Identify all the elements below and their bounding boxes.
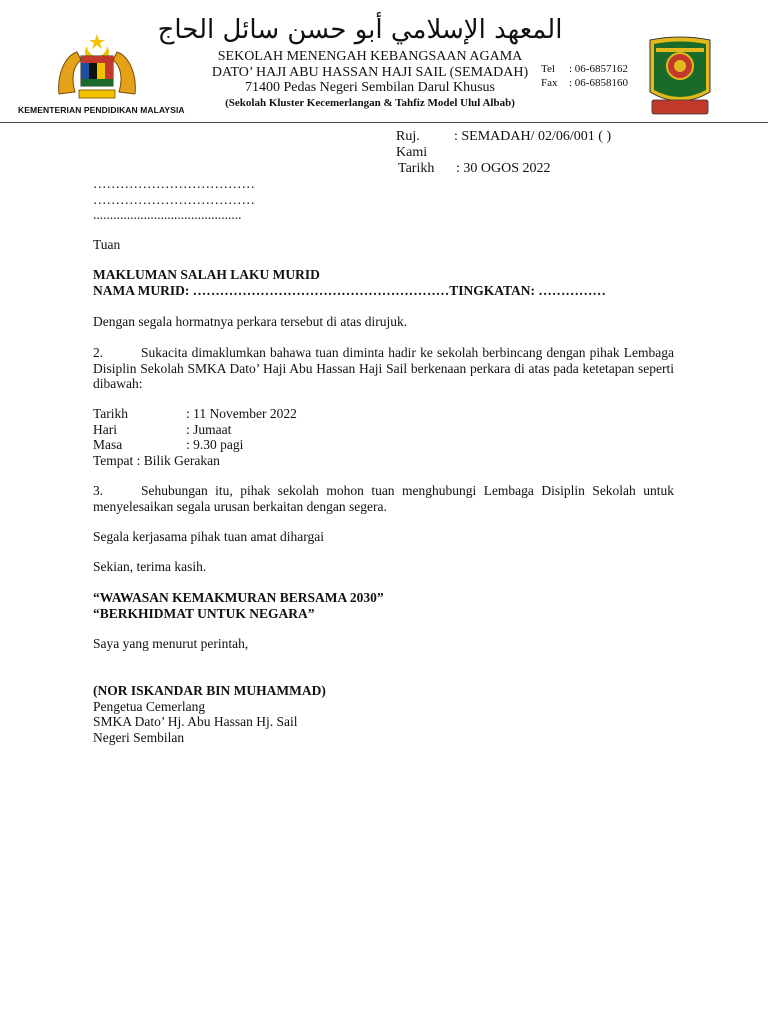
meeting-masa-value: : 9.30 pagi xyxy=(186,437,244,452)
school-subtitle: (Sekolah Kluster Kecemerlangan & Tahfiz Model Ulul Albab) xyxy=(225,96,515,109)
arabic-title-text: المعهد الإسلامي أبو حسن سائل الحاج xyxy=(157,15,563,45)
paragraph-3-number: 3. xyxy=(93,483,104,498)
slogans xyxy=(93,590,384,621)
arabic-calligraphy-title xyxy=(157,4,563,50)
tarikh-value: : 30 OGOS 2022 xyxy=(456,161,551,176)
paragraph-3 xyxy=(93,483,674,514)
paragraph-5: Sekian, terima kasih. xyxy=(93,559,207,574)
letterhead-divider xyxy=(0,122,768,123)
meeting-tarikh-value: : 11 November 2022 xyxy=(186,406,297,421)
closing-phrase: Saya yang menurut perintah, xyxy=(93,636,249,651)
school-letterhead xyxy=(190,49,550,111)
tel-label: Tel xyxy=(541,63,555,75)
meeting-details xyxy=(93,406,297,468)
signature-block xyxy=(93,683,326,745)
school-address: 71400 Pedas Negeri Sembilan Darul Khusus xyxy=(244,80,496,95)
ruj-label: Ruj. Kami xyxy=(396,129,428,160)
school-name-line1: SEKOLAH MENENGAH KEBANGSAAN AGAMA xyxy=(217,49,523,64)
paragraph-1: Dengan segala hormatnya perkara tersebut di atas dirujuk. xyxy=(93,314,408,329)
recipient-line1: ……………………………… xyxy=(93,176,255,191)
paragraph-2 xyxy=(93,345,674,392)
signatory-state: Negeri Sembilan xyxy=(93,729,185,745)
meeting-masa-label: Masa xyxy=(93,437,123,452)
meeting-hari-value: : Jumaat xyxy=(186,421,232,437)
recipient-line3: ............................................ xyxy=(93,207,242,222)
school-name-line2: DATO’ HAJI ABU HASSAN HAJI SAIL (SEMADAH) xyxy=(211,64,529,80)
ministry-caption: KEMENTERIAN PENDIDIKAN MALAYSIA xyxy=(18,105,185,115)
paragraph-4: Segala kerjasama pihak tuan amat dihargai xyxy=(93,529,325,544)
reference-block xyxy=(396,129,611,177)
ruj-value: : SEMADAH/ 02/06/001 ( ) xyxy=(454,129,612,144)
signatory-school: SMKA Dato’ Hj. Abu Hassan Hj. Sail xyxy=(93,714,298,729)
contact-info xyxy=(541,62,628,90)
paragraph-3-text: Sehubungan itu, pihak sekolah mohon tuan menghubungi Lembaga Disiplin Sekolah untuk menyelesaikan segala urusan berkaitan dengan segera. xyxy=(93,483,674,514)
signatory-name: (NOR ISKANDAR BIN MUHAMMAD) xyxy=(93,683,326,698)
meeting-hari-label: Hari xyxy=(93,421,117,437)
slogan-line1: “WAWASAN KEMAKMURAN BERSAMA 2030” xyxy=(93,590,384,605)
meeting-tarikh-label: Tarikh xyxy=(93,406,129,421)
salutation: Tuan xyxy=(93,237,121,252)
paragraph-2-text: Sukacita dimaklumkan bahawa tuan diminta hadir ke sekolah berbincang dengan pihak Lembaga Disiplin Sekolah SMKA Dato’ Haji Abu Hassan Haji Sail berkenaan perkara di atas pada ketetapan seperti dibawah: xyxy=(93,345,674,391)
fax-value: : 06-6858160 xyxy=(569,77,628,89)
school-crest-icon xyxy=(648,36,712,118)
subject-block xyxy=(93,267,606,298)
recipient-line2: ……………………………… xyxy=(93,191,255,207)
fax-label: Fax xyxy=(541,77,558,89)
recipient-address xyxy=(93,176,255,223)
meeting-tempat: Tempat : Bilik Gerakan xyxy=(93,452,220,468)
slogan-line2: “BERKHIDMAT UNTUK NEGARA” xyxy=(93,605,315,621)
tel-value: : 06-6857162 xyxy=(569,63,628,75)
signatory-title: Pengetua Cemerlang xyxy=(93,698,206,714)
subject-title: MAKLUMAN SALAH LAKU MURID xyxy=(93,267,320,282)
paragraph-2-number: 2. xyxy=(93,345,104,360)
tarikh-label: Tarikh xyxy=(398,161,435,176)
subject-name-line: NAMA MURID: …………………………………………………TINGKATAN: …………… xyxy=(93,282,606,298)
malaysia-coat-of-arms-icon xyxy=(55,34,139,104)
